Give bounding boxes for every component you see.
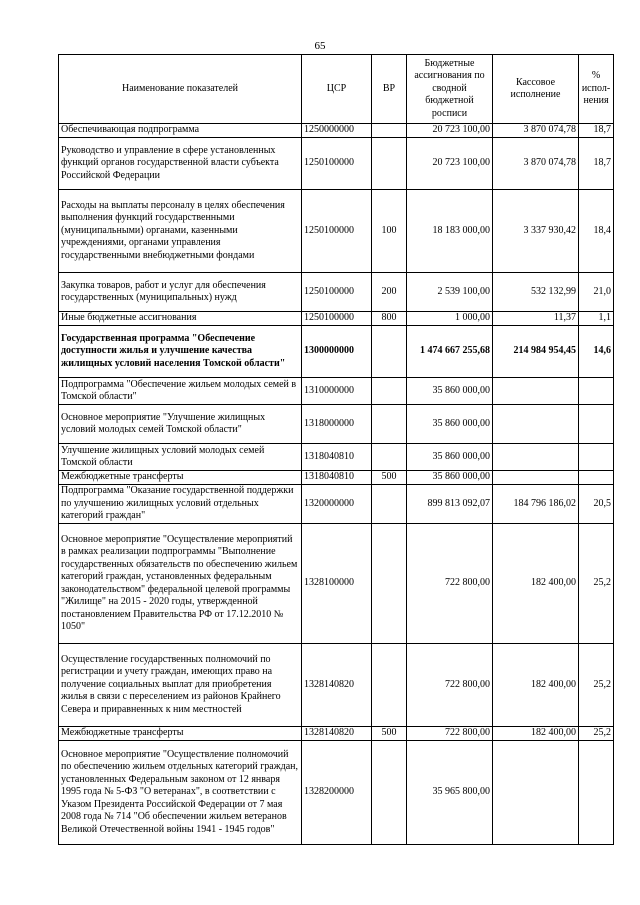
- header-name: Наименование показателей: [59, 55, 302, 124]
- header-cash: Кассовое исполнение: [493, 55, 579, 124]
- page-number: 65: [314, 40, 326, 52]
- header-pct: % испол-нения: [579, 55, 614, 124]
- row-assigned: 722 800,00: [407, 524, 493, 644]
- row-cash: 3 337 930,42: [493, 190, 579, 273]
- row-pct: [579, 378, 614, 405]
- row-name: Закупка товаров, работ и услуг для обеспечения государственных (муниципальных) нужд: [59, 273, 302, 312]
- row-csr: 1318000000: [302, 405, 372, 444]
- row-csr: 1328140820: [302, 727, 372, 741]
- table-row: [59, 378, 614, 405]
- row-name: Основное мероприятие "Улучшение жилищных условий молодых семей Томской области": [59, 405, 302, 444]
- row-cash: [493, 405, 579, 444]
- row-vr: [372, 644, 407, 727]
- row-vr: [372, 524, 407, 644]
- row-cash: 3 870 074,78: [493, 138, 579, 190]
- row-csr: 1250100000: [302, 190, 372, 273]
- table-row: [59, 471, 614, 485]
- row-assigned: 722 800,00: [407, 727, 493, 741]
- row-name: Улучшение жилищных условий молодых семей Томской области: [59, 444, 302, 471]
- row-pct: 18,4: [579, 190, 614, 273]
- row-vr: [372, 378, 407, 405]
- row-vr: [372, 405, 407, 444]
- header-csr: ЦСР: [302, 55, 372, 124]
- row-csr: 1250000000: [302, 124, 372, 138]
- row-pct: 21,0: [579, 273, 614, 312]
- row-csr: 1318040810: [302, 444, 372, 471]
- row-cash: 182 400,00: [493, 727, 579, 741]
- row-pct: 14,6: [579, 326, 614, 378]
- row-csr: 1328140820: [302, 644, 372, 727]
- row-assigned: 1 000,00: [407, 312, 493, 326]
- row-name: Основное мероприятие "Осуществление полномочий по обеспечению жильем отдельных категорий граждан, установленных Федеральным законом от 12 января 1995 года № 5-ФЗ "О ветеранах", в соответствии с Указом Президента Российской Федерации от 7 мая 2008 года № 714 "Об обеспечении жильем ветеранов Великой Отечественной войны 1941 - 1945 годов": [59, 741, 302, 845]
- row-vr: 800: [372, 312, 407, 326]
- row-vr: 100: [372, 190, 407, 273]
- table-row: [59, 326, 614, 378]
- row-name: Основное мероприятие "Осуществление мероприятий в рамках реализации подпрограммы "Выполнение государственных обязательств по обеспечению жильем категорий граждан, установленных федеральным законодательством" федеральной целевой программы "Жилище" на 2015 - 2020 годы, утвержденной постановлением Правительства РФ от 17.12.2010 № 1050": [59, 524, 302, 644]
- row-pct: 20,5: [579, 485, 614, 524]
- row-csr: 1318040810: [302, 471, 372, 485]
- header-vr: ВР: [372, 55, 407, 124]
- row-assigned: 20 723 100,00: [407, 124, 493, 138]
- row-vr: [372, 741, 407, 845]
- table-row: [59, 741, 614, 845]
- row-csr: 1328200000: [302, 741, 372, 845]
- row-cash: 182 400,00: [493, 524, 579, 644]
- row-pct: 18,7: [579, 124, 614, 138]
- row-assigned: 35 965 800,00: [407, 741, 493, 845]
- row-cash: 214 984 954,45: [493, 326, 579, 378]
- row-csr: 1250100000: [302, 138, 372, 190]
- row-cash: 3 870 074,78: [493, 124, 579, 138]
- row-name: Подпрограмма "Обеспечение жильем молодых семей в Томской области": [59, 378, 302, 405]
- row-vr: [372, 138, 407, 190]
- row-assigned: 20 723 100,00: [407, 138, 493, 190]
- row-assigned: 18 183 000,00: [407, 190, 493, 273]
- row-pct: 25,2: [579, 524, 614, 644]
- row-cash: [493, 444, 579, 471]
- row-name: Осуществление государственных полномочий по регистрации и учету граждан, имеющих право на получение социальных выплат для приобретения жилья в связи с переселением из районов Крайнего Севера и приравненных к ним местностей: [59, 644, 302, 727]
- row-vr: [372, 444, 407, 471]
- row-name: Обеспечивающая подпрограмма: [59, 124, 302, 138]
- row-pct: 1,1: [579, 312, 614, 326]
- row-assigned: 35 860 000,00: [407, 471, 493, 485]
- row-cash: [493, 471, 579, 485]
- table-row: [59, 444, 614, 471]
- row-assigned: 35 860 000,00: [407, 405, 493, 444]
- table-row: [59, 727, 614, 741]
- table-row: [59, 273, 614, 312]
- row-vr: [372, 124, 407, 138]
- row-pct: [579, 405, 614, 444]
- budget-table: [58, 54, 614, 845]
- row-name: Межбюджетные трансферты: [59, 727, 302, 741]
- row-name: Иные бюджетные ассигнования: [59, 312, 302, 326]
- row-vr: 500: [372, 471, 407, 485]
- row-cash: [493, 378, 579, 405]
- row-cash: 532 132,99: [493, 273, 579, 312]
- row-csr: 1300000000: [302, 326, 372, 378]
- row-name: Подпрограмма "Оказание государственной поддержки по улучшению жилищных условий отдельных категорий граждан": [59, 485, 302, 524]
- row-cash: 184 796 186,02: [493, 485, 579, 524]
- row-csr: 1320000000: [302, 485, 372, 524]
- row-pct: [579, 741, 614, 845]
- row-assigned: 1 474 667 255,68: [407, 326, 493, 378]
- row-name: Руководство и управление в сфере установленных функций органов государственной власти субъекта Российской Федерации: [59, 138, 302, 190]
- table-row: [59, 190, 614, 273]
- row-pct: 18,7: [579, 138, 614, 190]
- table-row: [59, 124, 614, 138]
- row-assigned: 722 800,00: [407, 644, 493, 727]
- row-csr: 1328100000: [302, 524, 372, 644]
- row-name: Расходы на выплаты персоналу в целях обеспечения выполнения функций государственными (муниципальными) органами, казенными учреждениями, органами управления государственными внебюджетными фондами: [59, 190, 302, 273]
- header-assigned: Бюджетные ассигнования по сводной бюджетной росписи: [407, 55, 493, 124]
- row-vr: 200: [372, 273, 407, 312]
- row-pct: 25,2: [579, 644, 614, 727]
- row-vr: 500: [372, 727, 407, 741]
- table-row: [59, 405, 614, 444]
- row-assigned: 35 860 000,00: [407, 378, 493, 405]
- row-pct: [579, 444, 614, 471]
- row-vr: [372, 326, 407, 378]
- row-assigned: 899 813 092,07: [407, 485, 493, 524]
- row-csr: 1250100000: [302, 273, 372, 312]
- row-cash: 11,37: [493, 312, 579, 326]
- row-assigned: 35 860 000,00: [407, 444, 493, 471]
- table-row: [59, 138, 614, 190]
- table-row: [59, 644, 614, 727]
- row-assigned: 2 539 100,00: [407, 273, 493, 312]
- table-row: [59, 312, 614, 326]
- row-pct: 25,2: [579, 727, 614, 741]
- row-cash: 182 400,00: [493, 644, 579, 727]
- row-pct: [579, 471, 614, 485]
- table-row: [59, 524, 614, 644]
- row-cash: [493, 741, 579, 845]
- row-vr: [372, 485, 407, 524]
- row-name: Государственная программа "Обеспечение доступности жилья и улучшение качества жилищных условий населения Томской области": [59, 326, 302, 378]
- row-csr: 1310000000: [302, 378, 372, 405]
- row-name: Межбюджетные трансферты: [59, 471, 302, 485]
- row-csr: 1250100000: [302, 312, 372, 326]
- table-row: [59, 485, 614, 524]
